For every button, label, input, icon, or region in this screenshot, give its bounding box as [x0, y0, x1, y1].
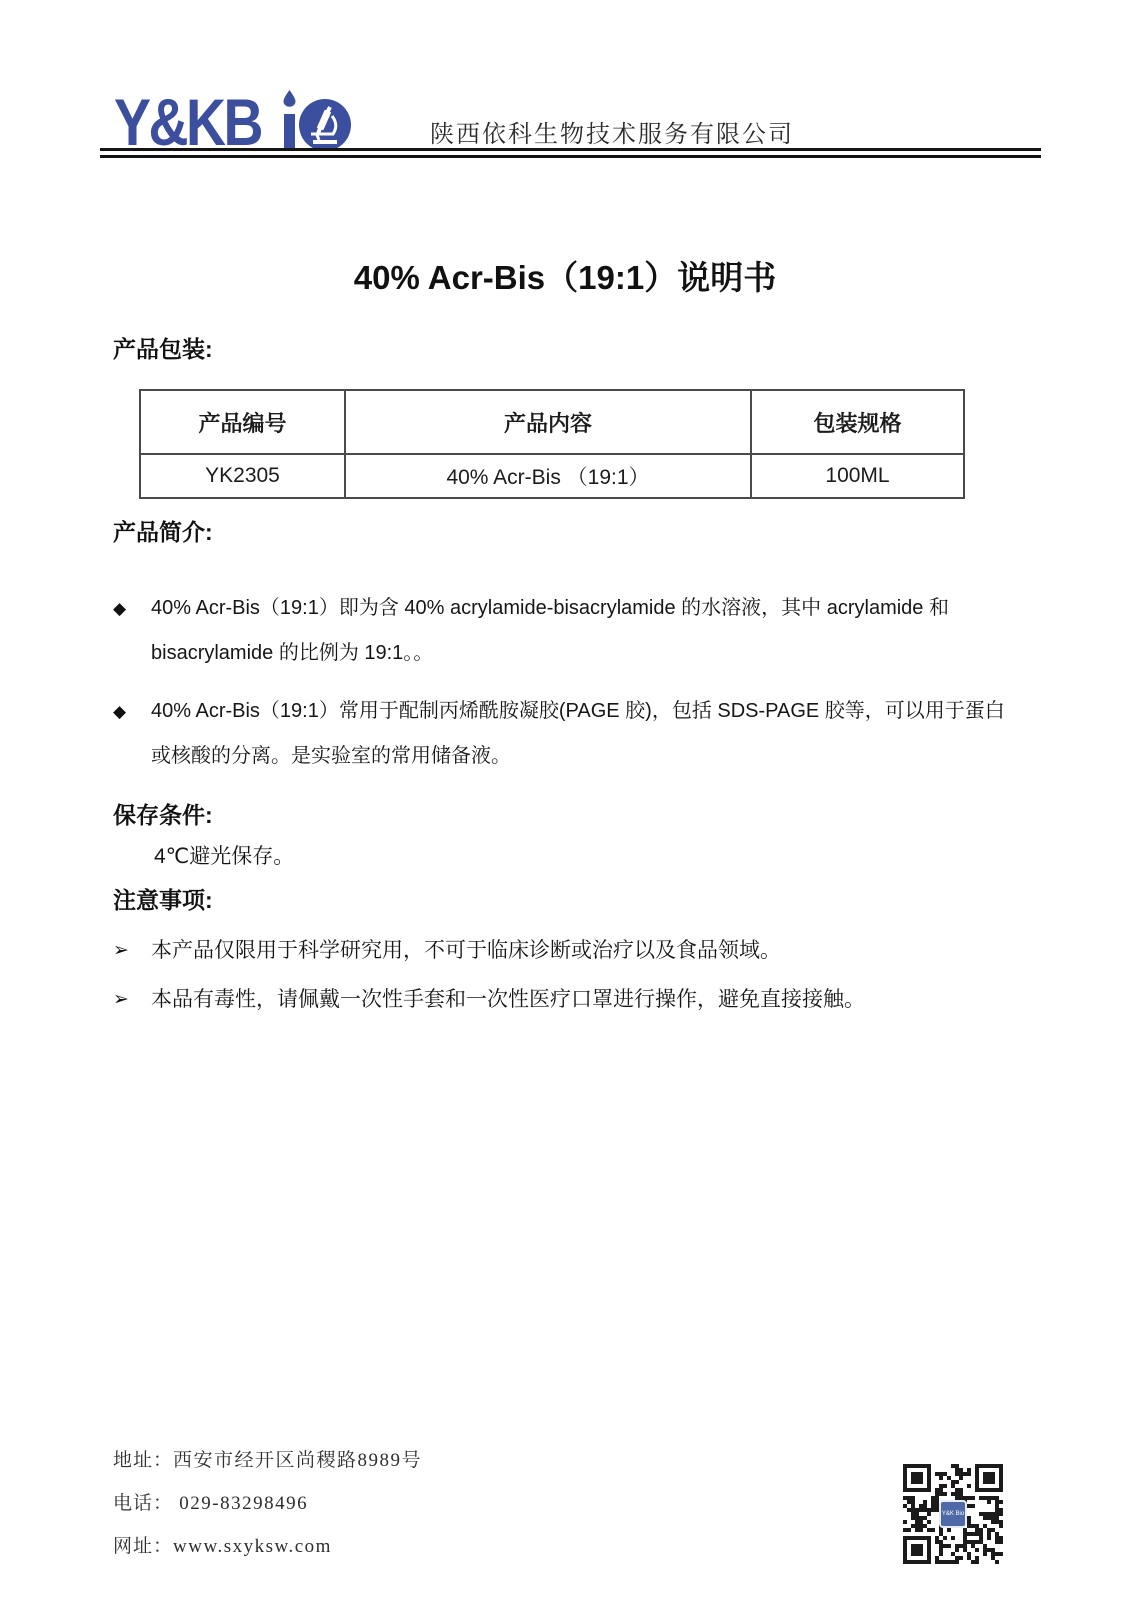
company-name: 陕西依科生物技术服务有限公司: [430, 122, 794, 148]
col-header-product-code: 产品编号: [140, 390, 345, 454]
list-item: [113, 586, 1023, 676]
section-heading-intro: 产品简介:: [113, 519, 213, 545]
diamond-bullet-icon: ◆: [113, 599, 127, 618]
logo-text: Y&KB: [114, 85, 262, 159]
section-heading-notes: 注意事项:: [113, 887, 213, 913]
list-item: [113, 689, 1023, 779]
col-header-product-content: 产品内容: [345, 390, 751, 454]
diamond-bullet-icon: ◆: [113, 702, 127, 721]
header-divider-rule: [100, 148, 1041, 158]
footer-address-label: 地址：: [113, 1450, 174, 1471]
footer-contact-block: [113, 1446, 422, 1575]
footer-phone: [113, 1489, 422, 1532]
list-item: [113, 928, 1023, 974]
microscope-icon: [299, 99, 351, 151]
storage-condition-text: 4℃避光保存。: [154, 845, 295, 868]
arrow-bullet-icon: ➢: [113, 989, 129, 1010]
cell-package-spec: 100ML: [751, 454, 964, 498]
footer-website-value: www.sxyksw.com: [173, 1536, 332, 1557]
packaging-table: [139, 389, 965, 499]
droplet-icon: [283, 90, 296, 112]
logo-letter-i: [283, 86, 296, 152]
arrow-bullet-icon: ➢: [113, 940, 129, 961]
table-header-row: [140, 390, 964, 454]
footer-phone-label: 电话：: [113, 1493, 174, 1514]
company-logo: [114, 84, 351, 159]
table-row: [140, 454, 964, 498]
intro-bullet-text: 40% Acr-Bis（19:1）即为含 40% acrylamide-bisacrylamide 的水溶液，其中 acrylamide 和 bisacrylamide 的比例为 19:1。。: [151, 597, 949, 664]
list-item: [113, 977, 1023, 1023]
cell-product-content: 40% Acr-Bis （19:1）: [345, 454, 751, 498]
logo-i-stem: [284, 114, 295, 150]
intro-bullet-text: 40% Acr-Bis（19:1）常用于配制丙烯酰胺凝胶(PAGE 胶)，包括 SDS-PAGE 胶等，可以用于蛋白或核酸的分离。是实验室的常用储备液。: [151, 700, 1005, 767]
footer-address: [113, 1446, 422, 1489]
footer-website-label: 网址：: [113, 1536, 174, 1557]
footer-phone-value: 029-83298496: [173, 1493, 309, 1514]
footer-website: [113, 1532, 422, 1575]
qr-code: [903, 1464, 1003, 1564]
cell-product-code: YK2305: [140, 454, 345, 498]
col-header-package-spec: 包装规格: [751, 390, 964, 454]
page-title: 40% Acr-Bis（19:1）说明书: [353, 259, 777, 296]
footer-address-value: 西安市经开区尚稷路8989号: [173, 1450, 423, 1471]
qr-center-logo: Y&K Bio: [939, 1500, 967, 1528]
intro-bullet-list: [113, 586, 1023, 792]
note-text: 本产品仅限用于科学研究用，不可于临床诊断或治疗以及食品领域。: [151, 939, 781, 962]
section-heading-storage: 保存条件:: [113, 802, 213, 828]
note-text: 本品有毒性，请佩戴一次性手套和一次性医疗口罩进行操作，避免直接接触。: [151, 988, 865, 1011]
section-heading-packaging: 产品包装:: [113, 336, 213, 362]
notes-list: [113, 928, 1023, 1026]
